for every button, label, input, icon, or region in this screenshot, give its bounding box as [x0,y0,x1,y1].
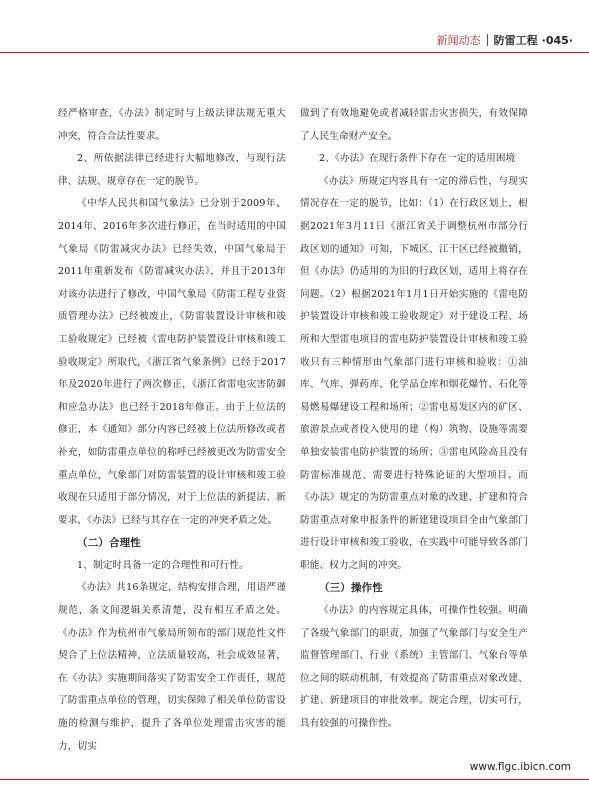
section-heading-operability: （三）操作性 [319,582,383,595]
section-heading-reasonableness: （二）合理性 [77,537,141,550]
paragraph: 《办法》的内容规定具体，可操作性较强。明确了各级气象部门的职责，加强了气象部门与安全生产监督管理部门、行业（系统）主管部门、气象台等单位之间的联动机制，有效提高了防雷重点对象改建、扩建、新建项目的审批效率。规定合理，切实可行，具有较强的可操作性。 [300,605,528,730]
paragraph: 做到了有效地避免或者减轻雷击灾害损失，有效保障了人民生命财产安全。 [300,108,528,142]
left-column [58,103,286,758]
paragraph: 《办法》共16条规定，结构安排合理，用语严谨规范，条文间逻辑关系清楚，没有相互矛盾之处。《办法》作为杭州市气象局所领布的部门规范性文件契合了上位法精神，立法质量较高，社会成效显著，在《办法》实施期间落实了防雷安全工作责任，规范了防雷重点单位的管理，切实保障了相关单位防雷设施的检测与维护，提升了各单位处理雷击灾害的能力，切实 [58,582,286,752]
paragraph: 《中华人民共和国气象法》已分别于2009年、2014年、2016年多次进行修正，在当时适用的中国气象局《防雷减灾办法》已经失效，中国气象局于2011年重新发布《防雷减灾办法》，并且于2013年对该办法进行了修改，中国气象局《防雷工程专业资质管理办法》已经被废止，《防雷装置设计审核和竣工验收规定》已经被《雷电防护装置设计审核和竣工验收规定》所取代，《浙江省气象条例》已经于2017年及2020年进行了两次修正，《浙江省雷电灾害防御和应急办法》也已经于2018年修正。由于上位法的修正，本《通知》部分内容已经被上位法所修改或者补充，如防雷重点单位的称呼已经被更改为防雷安全重点单位，气象部门对防雷装置的设计审核和竣工验收现在只适用于部分情况，对于上位法的新提法、新要求，《办法》已经与其存在一定的冲突矛盾之处。 [58,198,286,526]
page-number: ·045· [541,33,573,47]
header-rule [0,52,589,53]
top-band [0,0,589,30]
paragraph: 2、《办法》在现行条件下存在一定的适用困境 [319,153,516,165]
paragraph: 2、所依据法律已经进行大幅地修改，与现行法律、法规、规章存在一定的脱节。 [58,153,286,187]
right-column [300,103,528,736]
paragraph: 《办法》所规定内容具有一定的滞后性，与现实情况存在一定的脱节，比如：（1）在行政区划上，根据2021年3月11日《浙江省关于调整杭州市部分行政区划的通知》可知，下城区、江干区已经被撤销，但《办法》仍适用的为旧的行政区划，适用上将存在问题。（2）根据2021年1月1日开始实施的《雷电防护装置设计审核和竣工验收规定》对于建设工程、场所和大型雷电项目的雷电防护装置设计审核和竣工验收只有三种情形由气象部门进行审核和验收：①油库、气库、弹药库、化学品仓库和烟花爆竹、石化等易燃易爆建设工程和场所；②雷电易发区内的矿区、旅游景点或者投入使用的建（构）筑物、设施等需要单独安装雷电防护装置的场所；③雷电风险高且没有防雷标准规范、需要进行特殊论证的大型项目。而《办法》规定的为防雷重点对象的改建、扩建和符合防雷重点对象申报条件的新建建设项目全由气象部门进行设计审核和竣工验收，在实践中可能导致各部门职能、权力之间的冲突。 [300,175,528,571]
section-label: 新闻动态 [436,34,481,47]
footer-rule [0,779,589,780]
header-divider [487,34,488,46]
footer-url: www.flgc.ibicn.com [469,761,571,773]
paragraph: 经严格审查，《办法》制定时与上级法律法规无重大冲突，符合合法性要求。 [58,108,286,142]
running-header [437,31,573,49]
paragraph: 1、制定时具备一定的合理性和可行性。 [77,559,249,571]
magazine-title: 防雷工程 [493,34,538,47]
